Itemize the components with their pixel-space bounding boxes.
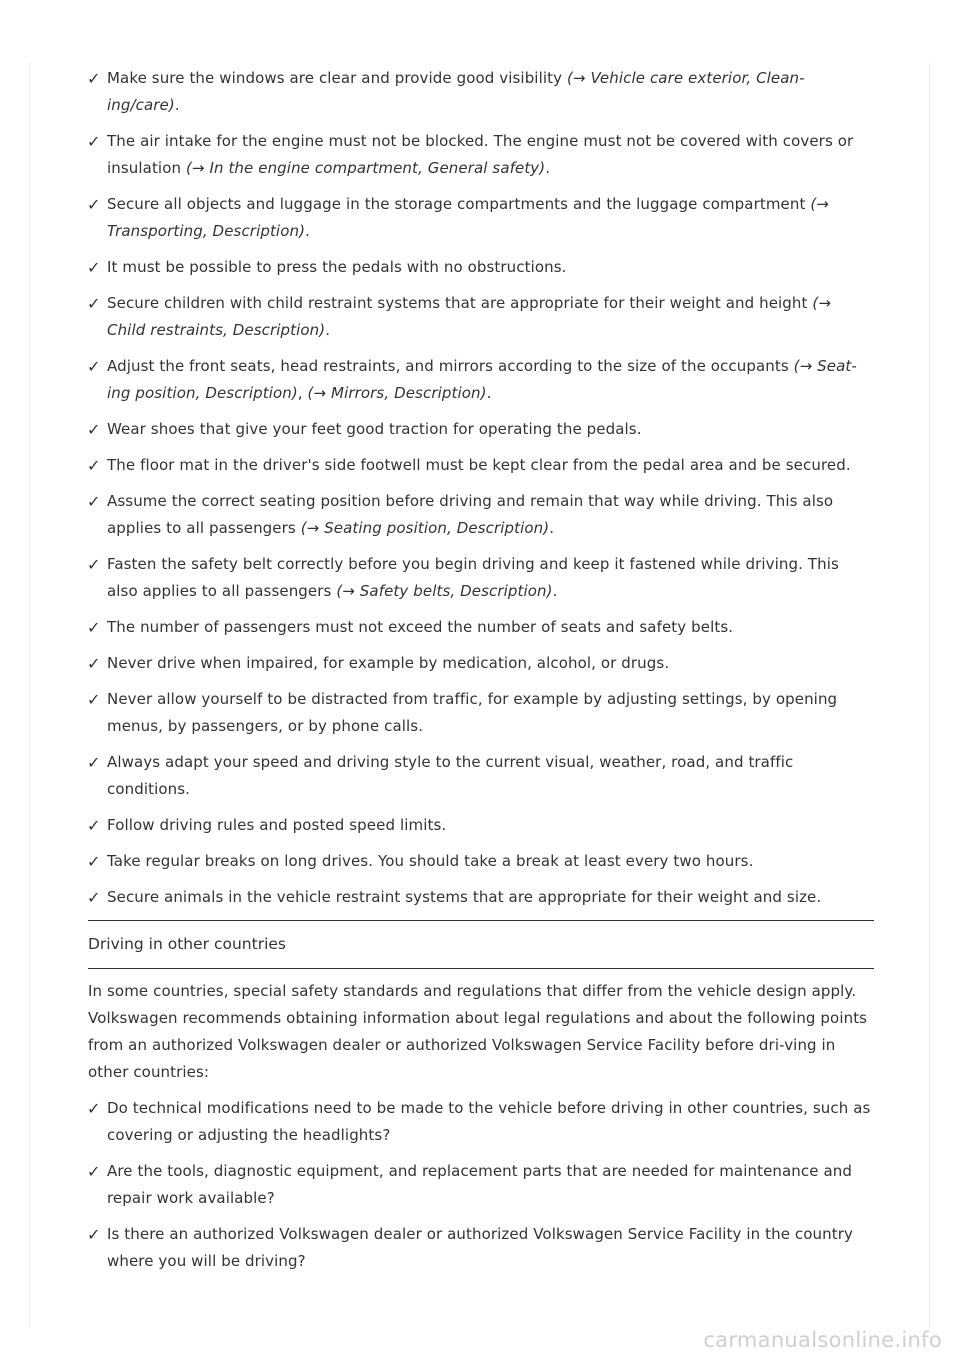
check-icon: ✓	[87, 420, 101, 439]
checklist-item: ✓ The floor mat in the driver's side footwell must be kept clear from the pedal area and be secured.	[88, 452, 874, 479]
cross-reference-link[interactable]: (→ Vehicle care exterior, Clean‐ing/care)	[107, 69, 805, 114]
watermark: carmanualsonline.info	[703, 1328, 942, 1352]
cross-reference-link[interactable]: (→ Mirrors, Description)	[307, 384, 487, 402]
page-frame-left-line	[29, 62, 30, 1328]
checklist-item: ✓ Fasten the safety belt correctly before you begin driving and keep it fastened while driving. This also applies to all passengers (→ Safety belts, Description).	[88, 551, 874, 605]
section-intro-paragraph: In some countries, special safety standards and regulations that differ from the vehicle design apply. Volkswagen recommends obtaining information about legal regulations and about the following points from an authorized Volkswagen dealer or authorized Volkswagen Service Facility before dri‐ving in other countries:	[88, 982, 868, 1081]
checklist-item: ✓ Take regular breaks on long drives. You should take a break at least every two hours.	[88, 848, 874, 875]
section-heading: Driving in other countries	[88, 935, 286, 953]
check-icon: ✓	[87, 1225, 101, 1244]
checklist-item: ✓ Secure animals in the vehicle restraint systems that are appropriate for their weight and size.	[88, 884, 874, 911]
checklist-item: ✓ Are the tools, diagnostic equipment, and replacement parts that are needed for maintenance and repair work available?	[88, 1158, 874, 1212]
other-countries-checklist	[88, 1095, 874, 1275]
checklist-item: ✓ Follow driving rules and posted speed limits.	[88, 812, 874, 839]
check-icon: ✓	[87, 753, 101, 772]
checklist-item: ✓ Always adapt your speed and driving style to the current visual, weather, road, and traffic conditions.	[88, 749, 874, 803]
checklist-item: ✓ Adjust the front seats, head restraints, and mirrors according to the size of the occupants (→ Seat‐ing position, Description), (→ Mirrors, Description).	[88, 353, 874, 407]
checklist-item: ✓ Do technical modifications need to be made to the vehicle before driving in other countries, such as covering or adjusting the headlights?	[88, 1095, 874, 1149]
check-icon: ✓	[87, 888, 101, 907]
check-icon: ✓	[87, 852, 101, 871]
check-icon: ✓	[87, 132, 101, 151]
cross-reference-link[interactable]: (→ Seat‐ing position, Description)	[107, 357, 857, 402]
checklist-item: ✓ Is there an authorized Volkswagen dealer or authorized Volkswagen Service Facility in the country where you will be driving?	[88, 1221, 874, 1275]
document-body	[88, 65, 874, 1284]
safety-checklist	[88, 65, 874, 911]
check-icon: ✓	[87, 1162, 101, 1181]
cross-reference-link[interactable]: (→ Safety belts, Description)	[336, 582, 553, 600]
cross-reference-link[interactable]: (→ Seating position, Description)	[300, 519, 550, 537]
check-icon: ✓	[87, 357, 101, 376]
checklist-item: ✓ Secure children with child restraint systems that are appropriate for their weight and height (→ Child restraints, Description).	[88, 290, 874, 344]
checklist-item: ✓ Wear shoes that give your feet good traction for operating the pedals.	[88, 416, 874, 443]
checklist-item: ✓ The air intake for the engine must not be blocked. The engine must not be covered with covers or insulation (→ In the engine compartment, General safety).	[88, 128, 874, 182]
cross-reference-link[interactable]: (→ Child restraints, Description)	[107, 294, 831, 339]
check-icon: ✓	[87, 618, 101, 637]
cross-reference-link[interactable]: (→ Transporting, Description)	[107, 195, 829, 240]
check-icon: ✓	[87, 258, 101, 277]
checklist-item: ✓ Never drive when impaired, for example by medication, alcohol, or drugs.	[88, 650, 874, 677]
check-icon: ✓	[87, 294, 101, 313]
section-divider-bottom	[88, 968, 874, 969]
check-icon: ✓	[87, 456, 101, 475]
check-icon: ✓	[87, 816, 101, 835]
check-icon: ✓	[87, 492, 101, 511]
check-icon: ✓	[87, 555, 101, 574]
check-icon: ✓	[87, 690, 101, 709]
check-icon: ✓	[87, 69, 101, 88]
check-icon: ✓	[87, 654, 101, 673]
checklist-item: ✓ It must be possible to press the pedals with no obstructions.	[88, 254, 874, 281]
checklist-item: ✓ Secure all objects and luggage in the storage compartments and the luggage compartment (→ Transporting, Description).	[88, 191, 874, 245]
checklist-item: ✓ Assume the correct seating position before driving and remain that way while driving. This also applies to all passengers (→ Seating position, Description).	[88, 488, 874, 542]
page-frame-right-line	[929, 62, 930, 1328]
cross-reference-link[interactable]: (→ In the engine compartment, General safety)	[185, 159, 546, 177]
checklist-item: ✓ Never allow yourself to be distracted from traffic, for example by adjusting settings, by opening menus, by passengers, or by phone calls.	[88, 686, 874, 740]
checklist-item: ✓ Make sure the windows are clear and provide good visibility (→ Vehicle care exterior, Clean‐ing/care).	[88, 65, 874, 119]
checklist-item: ✓ The number of passengers must not exceed the number of seats and safety belts.	[88, 614, 874, 641]
check-icon: ✓	[87, 195, 101, 214]
check-icon: ✓	[87, 1099, 101, 1118]
